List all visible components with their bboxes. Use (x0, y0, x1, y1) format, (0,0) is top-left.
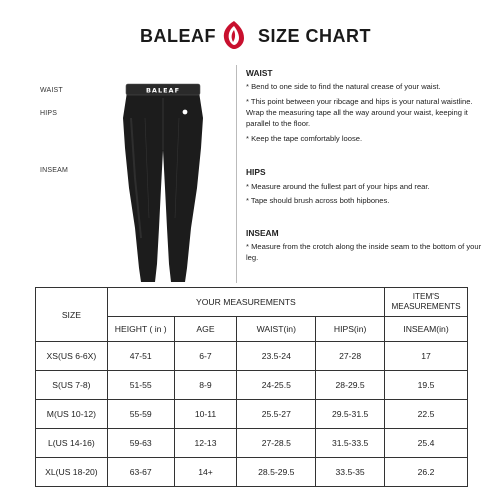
leggings-illustration (105, 78, 221, 284)
column-header: INSEAM(in) (385, 317, 468, 342)
waist-cell: 24-25.5 (237, 371, 316, 400)
inseam-section-title: INSEAM (246, 228, 279, 238)
header (0, 20, 500, 52)
hips-cell: 27-28 (316, 342, 385, 371)
height-cell: 47-51 (107, 342, 174, 371)
waist-cell: 23.5-24 (237, 342, 316, 371)
size-cell: S(US 7-8) (36, 371, 108, 400)
inseam-cell: 19.5 (385, 371, 468, 400)
inseam-bullet: * Measure from the crotch along the inside seam to the bottom of your leg. (246, 242, 482, 262)
age-cell: 12-13 (174, 429, 237, 458)
hips-cell: 28-29.5 (316, 371, 385, 400)
size-column-header: SIZE (36, 288, 108, 342)
size-cell: L(US 14-16) (36, 429, 108, 458)
hips-bullet: * Tape should brush across both hipbones. (246, 196, 390, 205)
table-row (36, 371, 468, 400)
column-header: HIPS(in) (316, 317, 385, 342)
inseam-cell: 26.2 (385, 458, 468, 487)
items-measurements-header: ITEM'S MEASUREMENTS (385, 288, 468, 317)
vertical-divider (236, 65, 237, 283)
waistband-brand-text: BALEAF (145, 86, 181, 95)
table-row (36, 429, 468, 458)
height-cell: 55-59 (107, 400, 174, 429)
diagram-waist-label: WAIST (40, 87, 63, 94)
table-header-row (36, 288, 468, 317)
waist-bullet: * This point between your ribcage and hips is your natural waistline. Wrap the measuring tape all the way around your waist, keeping it parallel to the floor. (246, 97, 473, 128)
column-header: WAIST(in) (237, 317, 316, 342)
height-cell: 59-63 (107, 429, 174, 458)
size-cell: XS(US 6-6X) (36, 342, 108, 371)
height-cell: 63-67 (107, 458, 174, 487)
table-row (36, 342, 468, 371)
hips-cell: 29.5-31.5 (316, 400, 385, 429)
size-cell: XL(US 18-20) (36, 458, 108, 487)
your-measurements-header: YOUR MEASUREMENTS (107, 288, 384, 317)
table-row (36, 400, 468, 429)
height-cell: 51-55 (107, 371, 174, 400)
diagram-inseam-label: INSEAM (40, 167, 69, 174)
hips-cell: 33.5-35 (316, 458, 385, 487)
size-table (35, 287, 468, 487)
waist-section-title: WAIST (246, 68, 273, 78)
waist-bullet: * Bend to one side to find the natural crease of your waist. (246, 82, 441, 91)
column-header: HEIGHT ( in ) (107, 317, 174, 342)
age-cell: 10-11 (174, 400, 237, 429)
age-cell: 8-9 (174, 371, 237, 400)
hips-cell: 31.5-33.5 (316, 429, 385, 458)
waist-cell: 25.5-27 (237, 400, 316, 429)
column-header: AGE (174, 317, 237, 342)
diagram-hips-label: HIPS (40, 110, 58, 117)
inseam-cell: 17 (385, 342, 468, 371)
baleaf-logo-icon (221, 20, 247, 50)
hips-section-title: HIPS (246, 167, 266, 177)
size-cell: M(US 10-12) (36, 400, 108, 429)
inseam-cell: 22.5 (385, 400, 468, 429)
age-cell: 6-7 (174, 342, 237, 371)
waist-cell: 27-28.5 (237, 429, 316, 458)
age-cell: 14+ (174, 458, 237, 487)
waist-bullet: * Keep the tape comfortably loose. (246, 134, 363, 143)
brand-name: BALEAF (140, 26, 216, 46)
page-title: SIZE CHART (258, 26, 371, 46)
inseam-cell: 25.4 (385, 429, 468, 458)
hips-bullet: * Measure around the fullest part of your hips and rear. (246, 182, 430, 191)
waist-cell: 28.5-29.5 (237, 458, 316, 487)
table-row (36, 458, 468, 487)
